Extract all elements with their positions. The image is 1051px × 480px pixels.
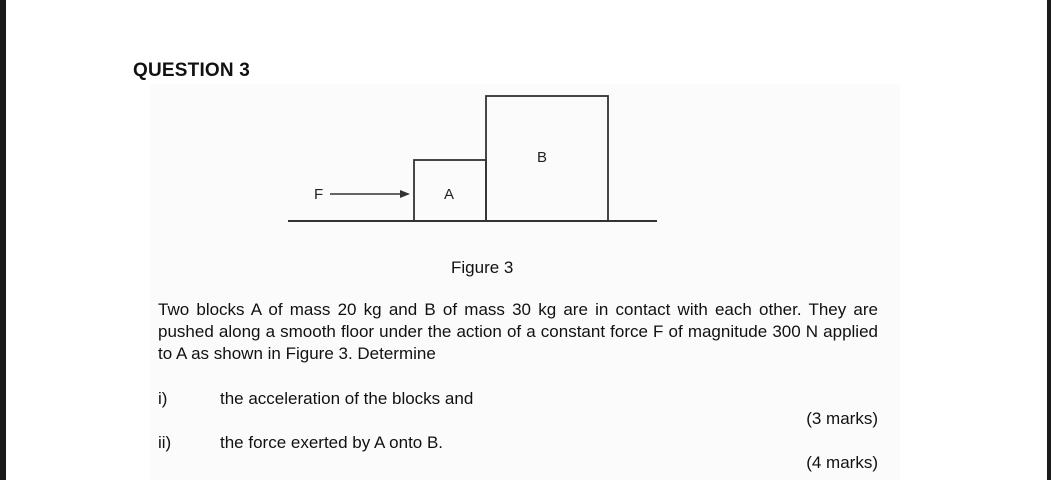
problem-statement: Two blocks A of mass 20 kg and B of mass 30 kg are in contact with each other. They are pushed along a smooth floor under the action of a constant force F of magnitude 300 N applied to A as shown in Figure 3. Determine [158, 300, 878, 363]
force-arrow-head [400, 190, 410, 198]
part-ii-text: the force exerted by A onto B. [220, 433, 444, 452]
block-a-label: A [444, 186, 455, 203]
part-i-number: i) [158, 389, 168, 408]
part-ii-number: ii) [158, 433, 172, 452]
part-i-text: the acceleration of the blocks and [220, 389, 474, 408]
block-b-label: B [537, 149, 548, 166]
part-ii-marks: (4 marks) [806, 453, 878, 472]
force-label: F [314, 186, 324, 203]
part-i-marks: (3 marks) [806, 409, 878, 428]
figure-caption: Figure 3 [451, 258, 514, 277]
question-heading: QUESTION 3 [133, 60, 251, 81]
